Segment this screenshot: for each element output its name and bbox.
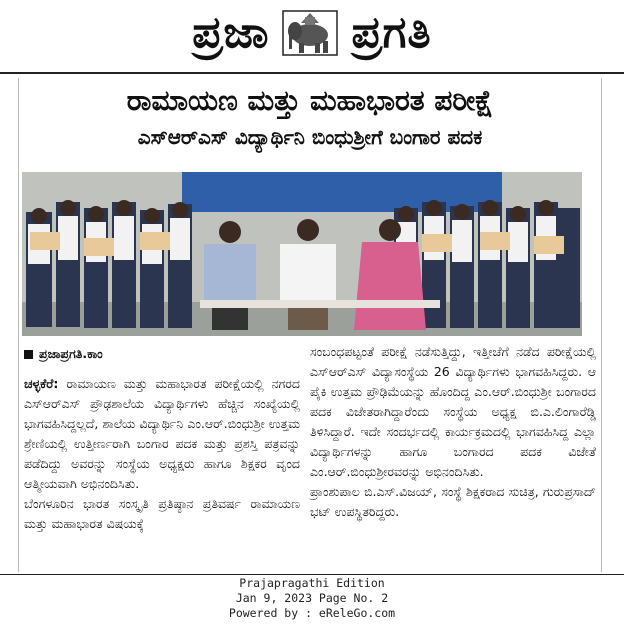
- masthead-left-word: ಪ್ರಜಾ: [192, 6, 270, 58]
- group-photo-illustration: [22, 172, 582, 336]
- top-rule: [0, 72, 624, 74]
- article-headline: ರಾಮಾಯಣ ಮತ್ತು ಮಹಾಭಾರತ ಪರೀಕ್ಷೆ: [126, 84, 494, 117]
- byline: [24, 342, 300, 366]
- left-paragraph-1-text: ರಾಮಾಯಣ ಮತ್ತು ಮಹಾಭಾರತ ಪರೀಕ್ಷೆಯಲ್ಲಿ ನಗರದ ಎಸ್‌ಆರ್‌ಎಸ್ ಪ್ರೌಢಶಾಲೆಯ ವಿದ್ಯಾರ್ಥಿಗಳು ಹೆಚ್ಚಿನ ಸಂಖ್ಯೆಯಲ್ಲಿ ಭಾಗವಹಿಸಿದ್ದಲ್ಲದೆ, ಶಾಲೆಯ ವಿದ್ಯಾರ್ಥಿನಿ ಎಂ.ಆರ್.ಬಿಂಧುಶ್ರೀ ಉತ್ತಮ ಶ್ರೇಣಿಯಲ್ಲಿ ಉತ್ತೀರ್ಣರಾಗಿ ಬಂಗಾರ ಪದಕ ಮತ್ತು ಪ್ರಶಸ್ತಿ ಪತ್ರವನ್ನು ಪಡೆದಿದ್ದು ಅವರನ್ನು ಸಂಸ್ಥೆಯ ಅಧ್ಯಕ್ಷರು ಹಾಗೂ ಶಿಕ್ಷಕರ ವೃಂದ ಆತ್ಮೀಯವಾಗಿ ಅಭಿನಂದಿಸಿತು.: [24, 376, 300, 491]
- footer-date-page: Jan 9, 2023 Page No. 2: [235, 591, 389, 605]
- footer-powered-by[interactable]: Powered by : eReleGo.com: [228, 606, 396, 620]
- right-paragraph-1: ಸಂಬಂಧಪಟ್ಟಂತೆ ಪರೀಕ್ಷೆ ನಡೆಸುತ್ತಿದ್ದು, ಇತ್ತೀಚೆಗೆ ನಡೆದ ಪರೀಕ್ಷೆಯಲ್ಲಿ ಎಸ್‌ಆರ್‌ಎಸ್ ವಿದ್ಯಾಸಂಸ್ಥೆಯ 26 ವಿದ್ಯಾರ್ಥಿಗಳು ಭಾಗವಹಿಸಿದ್ದರು. ಆ ಪೈಕಿ ಉತ್ತಮ ಪ್ರೌಢಿಮೆಯನ್ನು ಹೊಂದಿದ್ದ ಎಂ.ಆರ್.ಬಿಂಧುಶ್ರೀ ಬಂಗಾರದ ಪದಕ ವಿಜೇತರಾಗಿದ್ದಾರೆಂದು ಸಂಸ್ಥೆಯ ಅಧ್ಯಕ್ಷ ಬಿ.ಎ.ಲಿಂಗಾರೆಡ್ಡಿ ತಿಳಿಸಿದ್ದಾರೆ. ಇದೇ ಸಂದರ್ಭದಲ್ಲಿ ಕಾರ್ಯಕ್ರಮದಲ್ಲಿ ಭಾಗವಹಿಸಿದ್ದ ಎಲ್ಲಾ ವಿದ್ಯಾರ್ಥಿಗಳನ್ನು ಹಾಗೂ ಬಂಗಾರದ ಪದಕ ವಿಜೇತೆ ಎಂ.ಆರ್.ಬಿಂಧುಶ್ರೀರವರನ್ನು ಅಭಿನಂದಿಸಿತು.: [310, 344, 596, 479]
- left-paragraph-2: ಬೆಂಗಳೂರಿನ ಭಾರತ ಸಂಸ್ಕೃತಿ ಪ್ರತಿಷ್ಠಾನ ಪ್ರತಿವರ್ಷ ರಾಮಾಯಣ ಮತ್ತು ಮಹಾಭಾರತ ವಿಷಯಕ್ಕೆ: [24, 496, 300, 531]
- footer: [0, 576, 624, 621]
- masthead: [0, 0, 624, 64]
- article-right-column: [310, 342, 596, 522]
- square-bullet-icon: [24, 350, 33, 359]
- left-paragraph-1: [24, 374, 300, 494]
- footer-edition: Prajapragathi Edition: [239, 576, 385, 590]
- article-left-column: [24, 342, 300, 534]
- dateline: ಚಳ್ಳಕೆರೆ:: [24, 376, 59, 391]
- article-subheadline: ಎಸ್‌ಆರ್‌ಎಸ್ ವಿದ್ಯಾರ್ಥಿನಿ ಬಿಂಧುಶ್ರೀಗೆ ಬಂಗಾರ ಪದಕ: [137, 125, 483, 149]
- masthead-right-word: ಪ್ರಗತಿ: [351, 6, 432, 58]
- right-paragraph-2: ಪ್ರಾಂಶುಪಾಲ ಬಿ.ಎಸ್.ವಿಜಯ್, ಸಂಸ್ಥೆ ಶಿಕ್ಷಕರಾದ ಸುಚಿತ್ರ, ಗುರುಪ್ರಸಾದ್ ಭಟ್ ಉಪಸ್ಥಿತರಿದ್ದರು.: [310, 484, 596, 519]
- group-photo: [22, 172, 582, 336]
- byline-text: ಪ್ರಜಾಪ್ರಗತಿ.ಕಾಂ: [39, 346, 103, 361]
- bottom-rule: [0, 574, 624, 575]
- elephant-emblem-icon: [279, 5, 341, 59]
